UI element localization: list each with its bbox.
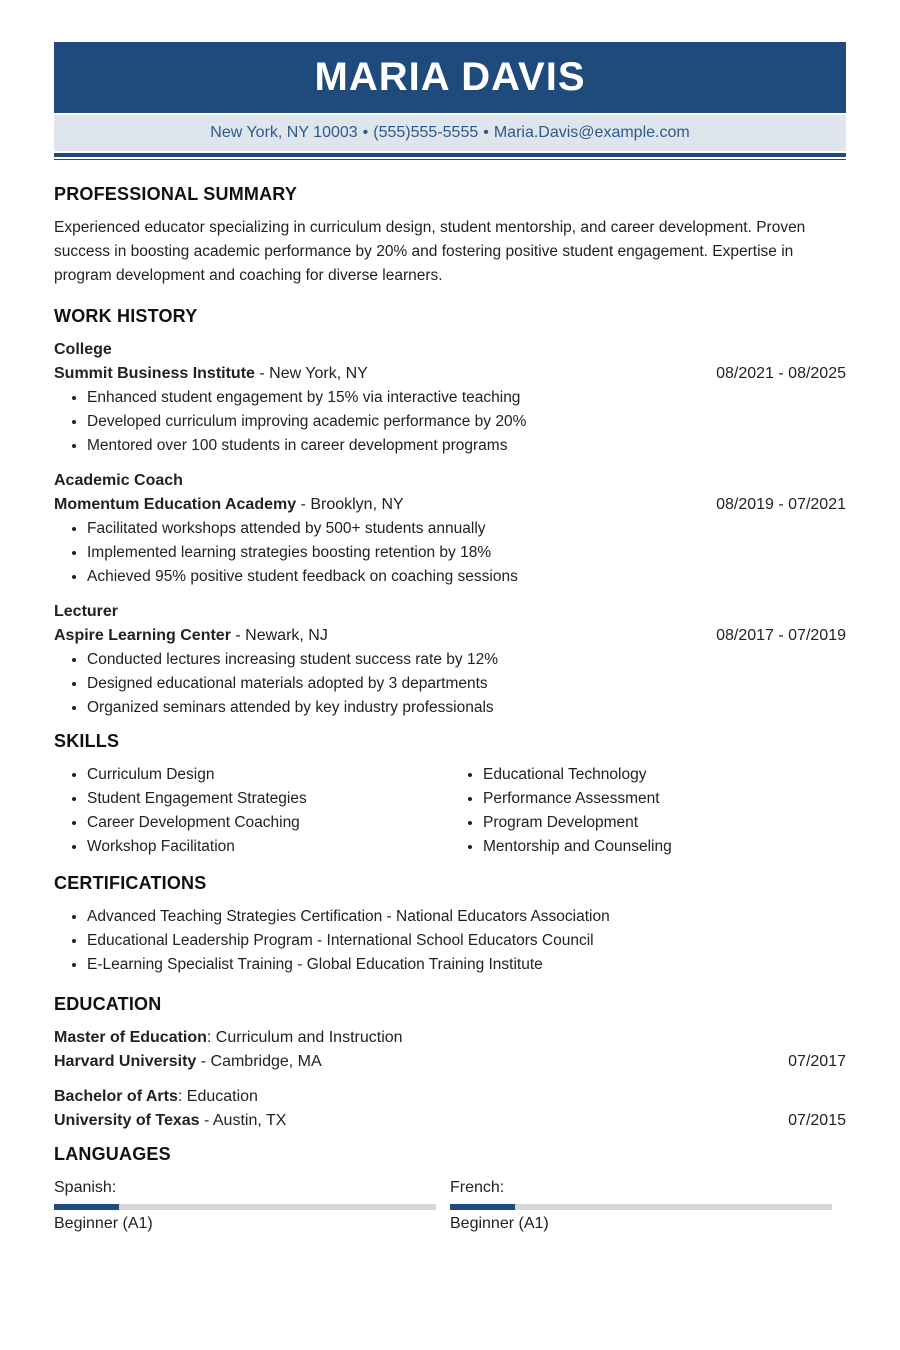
skill-item: • Career Development Coaching	[87, 811, 450, 835]
section-title: WORK HISTORY	[54, 306, 198, 326]
job-bullet: • Mentored over 100 students in career development programs	[87, 434, 846, 458]
resume-header	[54, 42, 846, 160]
contact-phone: (555)555-5555	[373, 124, 479, 141]
skill-item: • Performance Assessment	[483, 787, 846, 811]
degree-line	[54, 1085, 846, 1109]
languages-grid	[54, 1176, 846, 1236]
job-bullets	[54, 517, 846, 589]
header-divider-thin	[54, 159, 846, 160]
language-proficiency-fill	[450, 1204, 515, 1210]
job-dates: 08/2021 - 08/2025	[716, 365, 846, 382]
contact-separator: •	[483, 124, 489, 141]
job-bullet: • Organized seminars attended by key industry professionals	[87, 696, 846, 720]
contact-email[interactable]: Maria.Davis@example.com	[493, 124, 690, 141]
contact-bar	[54, 113, 846, 151]
job-employer: Summit Business Institute	[54, 365, 255, 382]
contact-location: New York, NY 10003	[210, 124, 358, 141]
section-title: PROFESSIONAL SUMMARY	[54, 184, 298, 204]
job-entry	[54, 338, 846, 458]
job-role: College	[54, 341, 112, 358]
name-banner	[54, 42, 846, 113]
section-title: SKILLS	[54, 731, 120, 751]
certifications-section	[54, 873, 846, 977]
job-bullet: • Developed curriculum improving academic performance by 20%	[87, 410, 846, 434]
section-title: LANGUAGES	[54, 1144, 171, 1164]
language-level: Beginner (A1)	[54, 1215, 153, 1232]
degree-field: : Education	[177, 1088, 258, 1105]
job-bullet: • Designed educational materials adopted by 3 departments	[87, 672, 846, 696]
skill-item: • Educational Technology	[483, 763, 846, 787]
resume-content	[54, 184, 846, 1236]
job-bullet: • Conducted lectures increasing student success rate by 12%	[87, 648, 846, 672]
job-employer-line	[54, 493, 846, 517]
school-line	[54, 1109, 846, 1133]
language-proficiency-bar	[54, 1204, 436, 1210]
summary-text: Experienced educator specializing in curriculum design, student mentorship, and career development. Proven success in boosting academic performance by 20% and fostering positive student engagement. Expertise in program development and coaching for diverse learners.	[54, 219, 806, 284]
education-entry	[54, 1026, 846, 1074]
skill-item: • Curriculum Design	[87, 763, 450, 787]
candidate-name: MARIA DAVIS	[314, 55, 586, 99]
degree-name: Master of Education	[54, 1029, 207, 1046]
job-bullets	[54, 386, 846, 458]
certifications-list	[54, 905, 846, 977]
section-title: CERTIFICATIONS	[54, 873, 207, 893]
graduation-date: 07/2017	[788, 1053, 846, 1070]
school-name: Harvard University	[54, 1053, 197, 1070]
job-location: - New York, NY	[254, 365, 368, 382]
work-history-section	[54, 306, 846, 720]
skills-grid	[54, 763, 846, 859]
job-role: Lecturer	[54, 603, 119, 620]
language-proficiency-fill	[54, 1204, 119, 1210]
contact-separator: •	[362, 124, 369, 141]
language-name: Spanish:	[54, 1179, 117, 1196]
degree-line	[54, 1026, 846, 1050]
education-section	[54, 994, 846, 1133]
job-location: - Newark, NJ	[230, 627, 328, 644]
degree-name: Bachelor of Arts	[54, 1088, 178, 1105]
skills-column-right	[450, 763, 846, 859]
certification-item: • Educational Leadership Program - International School Educators Council	[87, 929, 846, 953]
school-location: - Cambridge, MA	[196, 1053, 322, 1070]
skill-item: • Program Development	[483, 811, 846, 835]
job-bullet: • Facilitated workshops attended by 500+ students annually	[87, 517, 846, 541]
skills-column-left	[54, 763, 450, 859]
graduation-date: 07/2015	[788, 1112, 846, 1129]
job-employer: Aspire Learning Center	[54, 627, 231, 644]
job-dates: 08/2017 - 07/2019	[716, 627, 846, 644]
job-employer-line	[54, 624, 846, 648]
school-line	[54, 1050, 846, 1074]
school-name: University of Texas	[54, 1112, 200, 1129]
job-entry	[54, 469, 846, 589]
language-level: Beginner (A1)	[450, 1215, 549, 1232]
job-bullets	[54, 648, 846, 720]
job-dates: 08/2019 - 07/2021	[716, 496, 846, 513]
language-proficiency-bar	[450, 1204, 832, 1210]
certification-item: • Advanced Teaching Strategies Certification - National Educators Association	[87, 905, 846, 929]
header-divider-thick	[54, 153, 846, 157]
education-entry	[54, 1085, 846, 1133]
job-location: - Brooklyn, NY	[296, 496, 404, 513]
language-name: French:	[450, 1179, 505, 1196]
job-employer-line	[54, 362, 846, 386]
certification-item: • E-Learning Specialist Training - Global Education Training Institute	[87, 953, 846, 977]
job-bullet: • Implemented learning strategies boosting retention by 18%	[87, 541, 846, 565]
job-bullet: • Achieved 95% positive student feedback on coaching sessions	[87, 565, 846, 589]
school-location: - Austin, TX	[199, 1112, 287, 1129]
skill-item: • Student Engagement Strategies	[87, 787, 450, 811]
skills-section	[54, 731, 846, 859]
job-role: Academic Coach	[54, 472, 183, 489]
summary-section	[54, 184, 846, 288]
job-entry	[54, 600, 846, 720]
section-title: EDUCATION	[54, 994, 162, 1014]
languages-section	[54, 1144, 846, 1236]
skill-item: • Mentorship and Counseling	[483, 835, 846, 859]
degree-field: : Curriculum and Instruction	[206, 1029, 403, 1046]
skill-item: • Workshop Facilitation	[87, 835, 450, 859]
job-bullet: • Enhanced student engagement by 15% via interactive teaching	[87, 386, 846, 410]
language-entry	[54, 1176, 450, 1236]
language-entry	[450, 1176, 846, 1236]
job-employer: Momentum Education Academy	[54, 496, 297, 513]
